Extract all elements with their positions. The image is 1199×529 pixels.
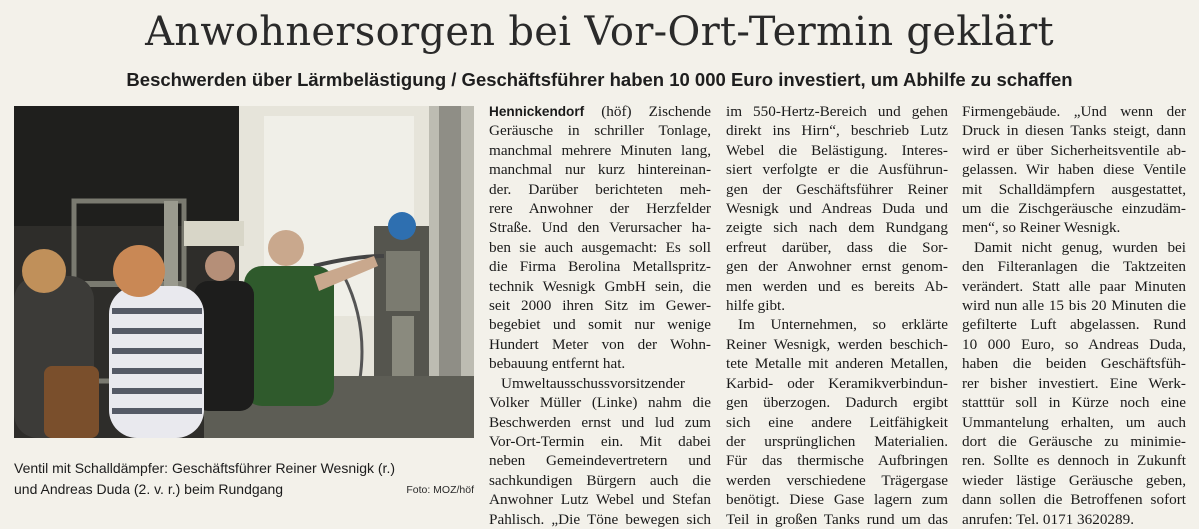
article-line: hilfe gibt. (726, 297, 786, 315)
article-line: erfreut darüber, dass die Sor- (726, 238, 948, 256)
photo-caption (14, 458, 476, 500)
article-line: der. Darüber berichteten meh- (489, 180, 711, 198)
article-line: haben die beiden Geschäftsfüh- (962, 355, 1186, 373)
article-line: rere Anwohner der Herzfelder (489, 200, 711, 218)
article-line: Beschwerden ernst und lud zum (489, 413, 711, 431)
article-line: Reiner Wesnigk, werden beschich- (726, 335, 948, 353)
article-line: men werden und es bereits Ab- (726, 277, 948, 295)
article-photo (14, 106, 474, 438)
article-line: Anwohner Lutz Webel und Stefan (489, 491, 711, 509)
article-line: Für das thermische Aufbringen (726, 452, 948, 470)
article-line: die Firma Berolina Metallspritz- (489, 258, 711, 276)
article-line: seit 2000 ihren Sitz im Gewer- (489, 297, 711, 315)
article-column-3 (962, 102, 1186, 529)
article-line: Teil in großen Tanks rund um das (726, 510, 948, 528)
article-line: gelassen. Wir haben diese Ventile (962, 161, 1186, 179)
caption-line-1: Ventil mit Schalldämpfer: Geschäftsführer Reiner Wesnigk (r.) (14, 460, 396, 476)
caption-line-2: und Andreas Duda (2. v. r.) beim Rundgang (14, 481, 284, 497)
article-line: wird nun alle 15 bis 20 Minuten die (962, 297, 1186, 315)
article-line: zeigte sich nach dem Rundgang (726, 219, 948, 237)
article-line: technik Wesnigk GmbH sein, die (489, 277, 711, 295)
article-line: im 550-Hertz-Bereich und gehen (726, 103, 948, 120)
article-line: Damit nicht genug, wurden bei (974, 238, 1186, 256)
article-line: gen überzogen. Dadurch ergibt (726, 394, 948, 412)
headline: Anwohnersorgen bei Vor-Ort-Termin geklärt (145, 9, 1054, 55)
article-line: manchmal mehrere Minuten lang, (489, 141, 711, 159)
article-line: gen der Geschäftsführer Reiner (726, 180, 948, 198)
article-line: dann sollen die Betroffenen sofort (962, 491, 1186, 509)
article-line: Pahlisch. „Die Töne bewegen sich (489, 510, 711, 528)
article-line: Hundert Meter von der Wohn- (489, 335, 711, 353)
article-line: Vor-Ort-Termin ein. Mit dabei (489, 432, 711, 450)
article-line: um die Zischgeräusche einzudäm- (962, 200, 1186, 218)
article-line: Karbid- oder Keramikverbindun- (726, 374, 948, 392)
article-line: statttür soll in Kürze noch eine (962, 394, 1186, 412)
article-line: tete Metalle mit anderen Metallen, (726, 355, 948, 373)
article-line: Wesnigk und Andreas Duda und (726, 200, 948, 218)
article-line: anrufen: Tel. 0171 3620289. (962, 510, 1135, 528)
article-line: Firmengebäude. „Und wenn der (962, 103, 1186, 120)
article-line: begebiet und somit nur wenige (489, 316, 711, 334)
article-line: ren. Sollte es dennoch in Zukunft (962, 452, 1186, 470)
article-line: Im Unternehmen, so erklärte (738, 316, 948, 334)
article-line: werden verschiedene Trägergase (726, 471, 948, 489)
article-line: gen der Anwohner ernst genom- (726, 258, 948, 276)
article-line: Hennickendorf (höf) Zischende (489, 103, 711, 120)
article-line: Druck in diesen Tanks steigt, dann (962, 122, 1186, 140)
article-line: rer bisher investiert. Eine Werk- (962, 374, 1186, 392)
article-line: Webel die Belästigung. Interes- (726, 141, 948, 159)
article-line: Straße. Und den Verursacher ha- (489, 219, 711, 237)
article-line: Volker Müller (Linke) nahm die (489, 394, 711, 412)
article-line: der ursprünglichen Materialien. (726, 432, 948, 450)
article-line: benötigt. Diese Gase lagern zum (726, 491, 948, 509)
article-line: 10 000 Euro, so Andreas Duda, (962, 335, 1186, 353)
photo-credit: Foto: MOZ/höf (406, 484, 474, 496)
article-line: wird er über Sicherheitsventile ab- (962, 141, 1186, 159)
article-line: mit Schalldämpfern ausgestattet, (962, 180, 1186, 198)
article-line: dort die Geräusche zu minimie- (962, 432, 1186, 450)
dateline: Hennickendorf (489, 104, 585, 119)
article-line: ben sie auch ausgemacht: Es soll (489, 238, 711, 256)
article-line: direkt ins Hirn“, beschrieb Lutz (726, 122, 948, 140)
article-column-2 (726, 102, 948, 529)
article-line: neben Gemeindevertretern und (489, 452, 711, 470)
article-line: gefilterte Luft abgelassen. Rund (962, 316, 1186, 334)
article-column-1 (489, 102, 711, 529)
article-line: den Filteranlagen die Taktzeiten (962, 258, 1186, 276)
article-line: Geräusche in schriller Tonlage, (489, 122, 711, 140)
article-line: men“, so Reiner Wesnigk. (962, 219, 1121, 237)
article-line: siert verfolgte er die Ausführun- (726, 161, 948, 179)
article-line: verändert. Statt alle paar Minuten (962, 277, 1186, 295)
article-line: manchmal nur kurz hintereinan- (489, 161, 711, 179)
article-line: Ummantelung erhalten, um auch (962, 413, 1186, 431)
article-line: wieder lästige Geräusche geben, (962, 471, 1186, 489)
article-line: sachkundigen Bürgern auch die (489, 471, 711, 489)
article-line: Umweltausschussvorsitzender (501, 374, 685, 392)
article-line: bebauung entfernt hat. (489, 355, 626, 373)
subheadline: Beschwerden über Lärmbelästigung / Geschäftsführer haben 10 000 Euro investiert, um Abhilfe zu schaffen (126, 69, 1073, 90)
article-line: sich eine andere Leitfähigkeit (726, 413, 948, 431)
